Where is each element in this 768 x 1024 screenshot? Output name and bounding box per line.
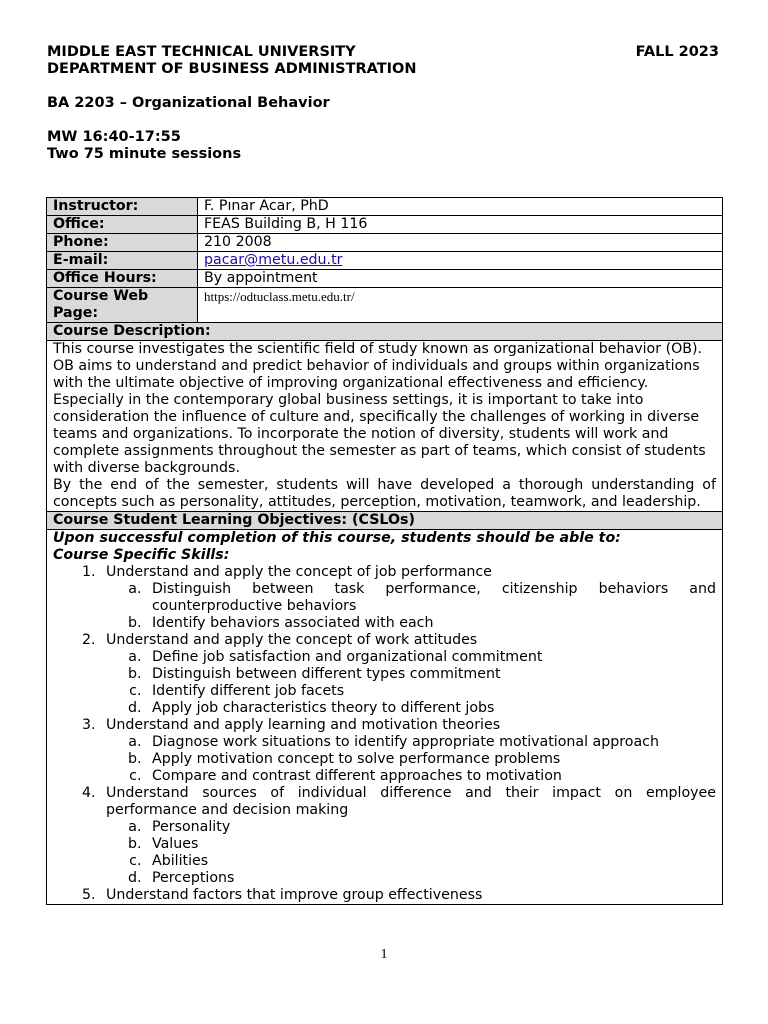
objectives-list — [53, 564, 716, 904]
session-count: Two 75 minute sessions — [47, 146, 242, 162]
objective-subitem: b. Identify behaviors associated with each — [146, 615, 716, 632]
objective-item — [100, 564, 716, 632]
web-page-label: Course Web Page: — [47, 288, 198, 323]
web-page-value: https://odtuclass.metu.edu.tr/ — [198, 288, 723, 323]
office-hours-value: By appointment — [198, 270, 723, 288]
web-page-row — [47, 288, 723, 323]
page-number: 1 — [380, 947, 388, 962]
objective-subitem: a. Personality — [146, 819, 716, 836]
objective-item — [100, 717, 716, 785]
email-link[interactable]: pacar@metu.edu.tr — [204, 252, 343, 268]
objective-subitem: c. Compare and contrast different approaches to motivation — [146, 768, 716, 785]
objective-subitem: b. Apply motivation concept to solve performance problems — [146, 751, 716, 768]
objective-text: 1. Understand and apply the concept of job performance — [106, 564, 492, 580]
office-value: FEAS Building B, H 116 — [198, 216, 723, 234]
objective-subitem: a. Distinguish between task performance, citizenship behaviors and counterproductive behaviors — [146, 581, 716, 615]
office-label: Office: — [47, 216, 198, 234]
objective-text: 3. Understand and apply learning and motivation theories — [106, 717, 501, 733]
objective-subitem: c. Abilities — [146, 853, 716, 870]
office-row — [47, 216, 723, 234]
objective-subitem: b. Distinguish between different types commitment — [146, 666, 716, 683]
term-label: FALL 2023 — [635, 44, 719, 60]
objective-subitem: d. Apply job characteristics theory to different jobs — [146, 700, 716, 717]
email-row — [47, 252, 723, 270]
phone-value: 210 2008 — [198, 234, 723, 252]
office-hours-row — [47, 270, 723, 288]
phone-row — [47, 234, 723, 252]
objective-sublist — [106, 734, 716, 785]
email-label: E-mail: — [47, 252, 198, 270]
objective-sublist — [106, 581, 716, 632]
objectives-intro: Upon successful completion of this course, students should be able to: — [53, 530, 621, 546]
description-paragraph-2: By the end of the semester, students will have developed a thorough understanding of concepts such as personality, attitudes, perception, motivation, teamwork, and leadership. — [53, 477, 716, 510]
course-title: BA 2203 – Organizational Behavior — [47, 95, 330, 111]
objective-subitem: d. Perceptions — [146, 870, 716, 887]
description-paragraph-1: This course investigates the scientific field of study known as organizational behavior (OB). OB aims to understand and predict behavior of individuals and groups within organizations with the ultimate objective of improving organizational effectiveness and efficiency. Especially in the contemporary global business settings, it is important to take into consideration the influence of culture and, specifically the challenges of working in diverse teams and organizations. To incorporate the notion of diversity, students will work and complete assignments throughout the semester as part of teams, which consist of students with diverse backgrounds. — [53, 341, 706, 476]
objective-subitem: a. Define job satisfaction and organizational commitment — [146, 649, 716, 666]
objective-text: 4. Understand sources of individual difference and their impact on employee performance and decision making — [106, 785, 716, 818]
objective-sublist — [106, 649, 716, 717]
instructor-row — [47, 198, 723, 216]
objective-subitem: c. Identify different job facets — [146, 683, 716, 700]
office-hours-label: Office Hours: — [47, 270, 198, 288]
objectives-heading: Course Student Learning Objectives: (CSLOs) — [47, 512, 723, 530]
objective-subitem: a. Diagnose work situations to identify appropriate motivational approach — [146, 734, 716, 751]
objectives-body — [47, 530, 723, 905]
objective-item — [100, 632, 716, 717]
objective-sublist — [106, 819, 716, 887]
department-name: DEPARTMENT OF BUSINESS ADMINISTRATION — [47, 61, 417, 77]
skills-heading: Course Specific Skills: — [53, 547, 230, 563]
instructor-value: F. Pınar Acar, PhD — [198, 198, 723, 216]
instructor-label: Instructor: — [47, 198, 198, 216]
objective-item — [100, 785, 716, 887]
syllabus-table — [46, 197, 723, 905]
objective-text: 2. Understand and apply the concept of work attitudes — [106, 632, 478, 648]
objective-text: 5. Understand factors that improve group effectiveness — [106, 887, 483, 903]
objective-subitem: b. Values — [146, 836, 716, 853]
university-name: MIDDLE EAST TECHNICAL UNIVERSITY — [47, 44, 356, 60]
class-schedule: MW 16:40-17:55 — [47, 129, 181, 145]
description-body — [47, 341, 723, 512]
description-heading: Course Description: — [47, 323, 723, 341]
objective-item — [100, 887, 716, 904]
phone-label: Phone: — [47, 234, 198, 252]
